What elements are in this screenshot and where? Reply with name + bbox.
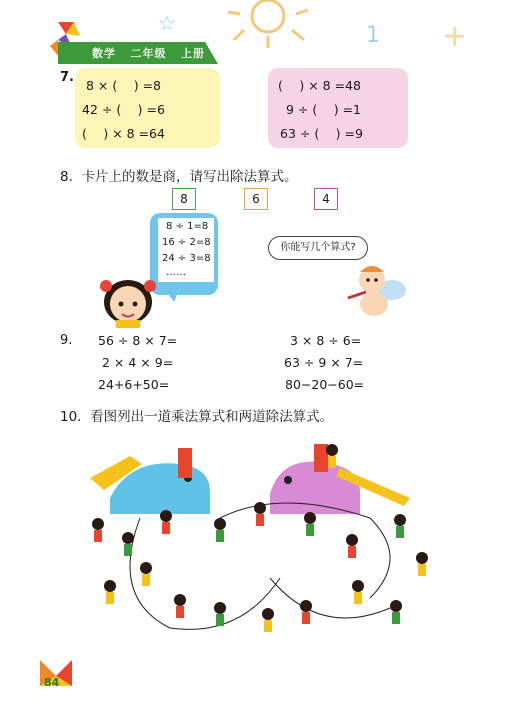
q7-right-eq-3: 63 ÷ ( ) =9: [280, 126, 363, 141]
q7-left-eq-3: ( ) × 8 =64: [82, 126, 165, 141]
q8-card-3: 4: [314, 188, 338, 210]
girl-illustration: [96, 262, 160, 328]
q7-right-eq-1: ( ) × 8 =48: [278, 78, 361, 93]
q9-left-1: 56 ÷ 8 × 7=: [98, 333, 178, 348]
sun-icon: [252, 0, 284, 32]
page-number: 84: [44, 676, 60, 689]
blue-elephant-slide: [90, 448, 210, 514]
q7-right-eq-2: 9 ÷ ( ) =1: [286, 102, 362, 117]
bubble-eq-1: 8 ÷ 1=8: [166, 221, 209, 232]
q7-left-eq-1: 8 × ( ) =8: [86, 78, 162, 93]
svg-text:1: 1: [366, 23, 380, 48]
q7-number: 7.: [60, 70, 74, 85]
q8-card-1: 8: [172, 188, 196, 210]
q9-number: 9.: [60, 333, 73, 348]
svg-text:+: +: [442, 19, 468, 54]
speech-bubble-tail: [164, 288, 180, 302]
thought-cloud: 你能写几个算式?: [268, 236, 368, 260]
q9-left-2: 2 × 4 × 9=: [102, 355, 174, 370]
q9-right-3: 80−20−60=: [285, 377, 365, 392]
bubble-eq-2: 16 ÷ 2=8: [162, 237, 211, 248]
q8-prompt: 8. 卡片上的数是商，请写出除法算式。: [60, 169, 298, 185]
bubble-ellipsis: ……: [166, 267, 186, 278]
q10-prompt: 10. 看图列出一道乘法算式和两道除法算式。: [60, 409, 334, 425]
q8-card-2: 6: [244, 188, 268, 210]
q9-right-1: 3 × 8 ÷ 6=: [290, 333, 362, 348]
q9-left-3: 24+6+50=: [98, 377, 170, 392]
playground-illustration: [70, 428, 450, 658]
q9-right-2: 63 ÷ 9 × 7=: [284, 355, 364, 370]
svg-text:☆: ☆: [158, 11, 176, 35]
cupid-illustration: [342, 258, 408, 320]
bubble-eq-3: 24 ÷ 3=8: [162, 253, 211, 264]
q7-left-eq-2: 42 ÷ ( ) =6: [82, 102, 165, 117]
header-title: 数学 二年级 上册: [92, 47, 205, 60]
